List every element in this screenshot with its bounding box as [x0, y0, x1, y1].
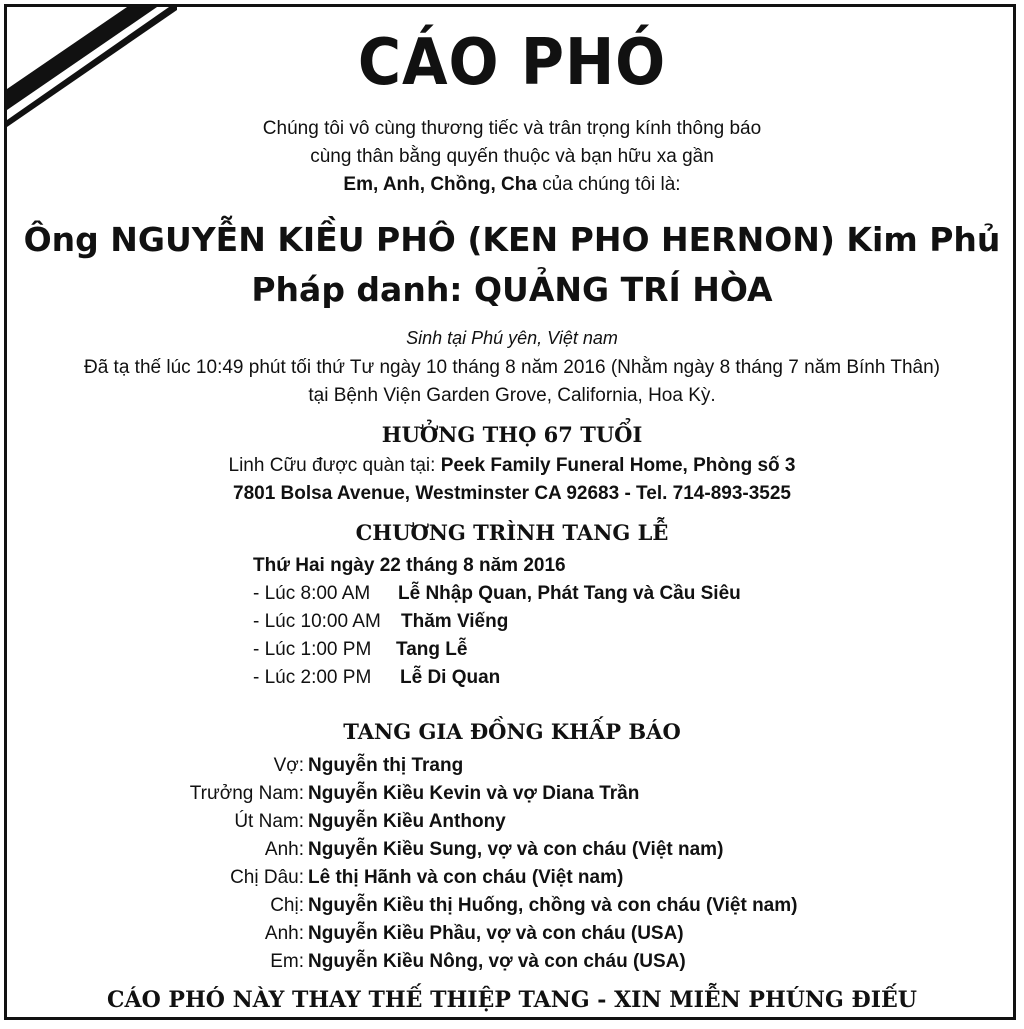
intro-line-3-rest: của chúng tôi là: — [536, 174, 681, 195]
family-name: Nguyễn Kiều Nông, vợ và con cháu (USA) — [308, 951, 686, 972]
birthplace: Sinh tại Phú yên, Việt nam — [406, 328, 618, 348]
age-heading: HƯỞNG THỌ 67 TUỔI — [381, 422, 643, 447]
schedule-event: Lễ Di Quan — [400, 667, 501, 688]
page-title: CÁO PHÓ — [357, 26, 667, 100]
viewing-place: Peek Family Funeral Home, Phòng số 3 — [440, 455, 796, 476]
family-member — [0, 839, 1024, 865]
family-relation: Út Nam: — [234, 811, 304, 832]
dharma-label: Pháp danh: — [251, 270, 474, 309]
family-member — [0, 895, 1024, 921]
passed-line-1: Đã tạ thế lúc 10:49 phút tối thứ Tư ngày 10 tháng 8 năm 2016 (Nhằm ngày 8 tháng 7 năm Bính Thân) — [83, 357, 940, 378]
program-date: Thứ Hai ngày 22 tháng 8 năm 2016 — [253, 555, 566, 576]
family-name: Nguyễn Kiều Kevin và vợ Diana Trần — [308, 783, 640, 804]
schedule-event: Lễ Nhập Quan, Phát Tang và Cầu Siêu — [398, 583, 741, 604]
family-relation: Trưởng Nam: — [189, 783, 304, 804]
schedule-item — [253, 611, 508, 633]
passed-line-2: tại Bệnh Viện Garden Grove, California, Hoa Kỳ. — [308, 385, 716, 406]
family-relation: Vợ: — [273, 755, 304, 776]
viewing-line — [0, 455, 1024, 477]
schedule-time: - Lúc 1:00 PM — [253, 639, 372, 660]
family-member — [0, 755, 1024, 781]
family-name: Nguyễn Kiều thị Huống, chồng và con cháu (Việt nam) — [308, 895, 798, 916]
program-heading: CHƯƠNG TRÌNH TANG LỄ — [355, 520, 669, 545]
family-member — [0, 811, 1024, 837]
family-name: Nguyễn thị Trang — [308, 755, 464, 776]
dharma-name-line — [0, 270, 1024, 309]
family-relation: Anh: — [264, 839, 304, 860]
family-relation: Chị Dâu: — [230, 867, 304, 888]
intro-relations: Em, Anh, Chồng, Cha — [343, 174, 537, 195]
family-name: Nguyễn Kiều Phầu, vợ và con cháu (USA) — [308, 923, 684, 944]
family-relation: Chị: — [270, 895, 304, 916]
dharma-name: QUẢNG TRÍ HÒA — [474, 270, 773, 309]
schedule-event: Thăm Viếng — [401, 611, 509, 632]
viewing-address: 7801 Bolsa Avenue, Westminster CA 92683 - Tel. 714-893-3525 — [233, 483, 791, 504]
schedule-time: - Lúc 2:00 PM — [253, 667, 372, 688]
schedule-item — [253, 639, 467, 661]
family-member — [0, 923, 1024, 949]
schedule-item — [253, 667, 500, 689]
family-heading: TANG GIA ĐỒNG KHẤP BÁO — [343, 719, 681, 744]
family-member — [0, 951, 1024, 977]
intro-line-3 — [0, 174, 1024, 196]
intro-line-1: Chúng tôi vô cùng thương tiếc và trân trọng kính thông báo — [262, 118, 762, 139]
viewing-label: Linh Cữu được quàn tại: — [228, 455, 441, 476]
family-relation: Anh: — [264, 923, 304, 944]
deceased-name: Ông NGUYỄN KIỀU PHÔ (KEN PHO HERNON) Kim Phủ — [23, 220, 1001, 259]
family-relation: Em: — [270, 951, 304, 972]
family-name: Nguyễn Kiều Sung, vợ và con cháu (Việt nam) — [308, 839, 724, 860]
family-member — [0, 867, 1024, 893]
intro-line-2: cùng thân bằng quyến thuộc và bạn hữu xa gần — [310, 146, 714, 167]
schedule-time: - Lúc 8:00 AM — [253, 583, 371, 604]
schedule-event: Tang Lễ — [396, 639, 468, 660]
footer-note: CÁO PHÓ NÀY THAY THẾ THIỆP TANG - XIN MIỄN PHÚNG ĐIẾU — [107, 987, 917, 1013]
family-member — [0, 783, 1024, 809]
family-name: Lê thị Hãnh và con cháu (Việt nam) — [308, 867, 624, 888]
family-name: Nguyễn Kiều Anthony — [308, 811, 506, 832]
schedule-item — [253, 583, 741, 605]
schedule-time: - Lúc 10:00 AM — [253, 611, 381, 632]
